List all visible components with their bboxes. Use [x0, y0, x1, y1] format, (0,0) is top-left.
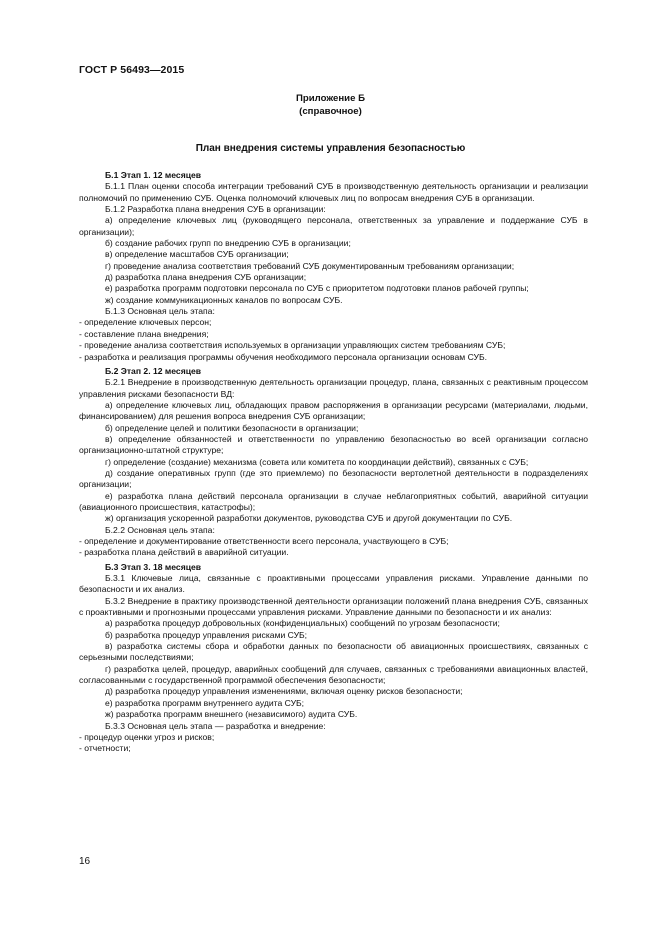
section-heading: Б.3 Этап 3. 18 месяцев [105, 561, 202, 572]
paragraph: Б.1.3 Основная цель этапа: [105, 306, 215, 317]
list-item: - определение ключевых персон; [79, 317, 212, 328]
section-heading: Б.1 Этап 1. 12 месяцев [105, 170, 202, 180]
paragraph: в) разработка системы сбора и обработки данных по безопасности об авиационных происшествиях, связанных с серьезными последствиями; [79, 641, 588, 663]
paragraph: б) определение целей и политики безопасности в организации; [105, 422, 359, 433]
list-item: - разработка и реализация программы обучения необходимого персонала организации основам СУБ. [79, 351, 487, 362]
paragraph: д) разработка плана внедрения СУБ организации; [105, 272, 307, 283]
paragraph: в) определение обязанностей и ответственности по управлению безопасностью во всей организации согласно организационно-штатной структуре; [79, 433, 588, 456]
paragraph: Б.1.2 Разработка плана внедрения СУБ в организации: [105, 204, 326, 215]
standard-number: ГОСТ Р 56493—2015 [79, 64, 185, 76]
paragraph: д) создание оперативных групп (где это приемлемо) по безопасности вертолетной деятельности в подразделениях организации; [79, 467, 588, 490]
paragraph: Б.3.3 Основная цель этапа — разработка и внедрение: [105, 720, 326, 731]
paragraph: а) разработка процедур добровольных (конфиденциальных) сообщений по угрозам безопасности; [105, 618, 500, 629]
paragraph: ж) создание коммуникационных каналов по вопросам СУБ. [105, 294, 343, 305]
paragraph: Б.2.2 Основная цель этапа: [105, 524, 215, 535]
list-item: - проведение анализа соответствия используемых в организации управляющих систем требованиям СУБ; [79, 340, 506, 351]
paragraph: д) разработка процедур управления изменениями, включая оценку рисков безопасности; [105, 686, 463, 697]
list-item: - определение и документирование ответственности всего персонала, участвующего в СУБ; [79, 536, 449, 546]
paragraph: е) разработка плана действий персонала организации в случае неблагоприятных событий, аварийной ситуации (авиационного происшествия, катастрофы); [79, 490, 588, 512]
list-item: - составление плана внедрения; [79, 328, 209, 339]
annex-note: (справочное) [299, 106, 362, 117]
list-item: - процедур оценки угроз и рисков; [79, 731, 215, 742]
paragraph: г) разработка целей, процедур, аварийных сообщений для случаев, связанных с требованиями авиационных властей, согласованными с государственной программой обеспечения безопасности; [79, 663, 588, 686]
paragraph: Б.3.1 Ключевые лица, связанные с проактивными процессами управления рисками. Управление данными по безопасности и их анализ. [79, 573, 588, 595]
annex-title: Приложение Б [296, 93, 365, 104]
paragraph: е) разработка программ подготовки персонала по СУБ с приоритетом подготовки планов рабочей группы; [105, 283, 529, 294]
list-item: - отчетности; [79, 743, 131, 754]
paragraph: в) определение масштабов СУБ организации; [105, 249, 289, 260]
paragraph: е) разработка программ внутреннего аудита СУБ; [105, 697, 305, 708]
paragraph: б) разработка процедур управления рисками СУБ; [105, 629, 308, 640]
paragraph: а) определение ключевых лиц, обладающих правом распоряжения в организации ресурсами (материалами, людьми, финансированием) для решения вопроса внедрения СУБ организации; [79, 399, 588, 422]
paragraph: г) проведение анализа соответствия требований СУБ документированным требованиям организации; [105, 260, 515, 271]
section-heading: Б.2 Этап 2. 12 месяцев [105, 365, 202, 376]
document-body [79, 167, 588, 755]
page-number: 16 [79, 856, 91, 867]
paragraph: ж) разработка программ внешнего (независимого) аудита СУБ. [105, 709, 358, 720]
paragraph: Б.1.1 План оценки способа интеграции требований СУБ в производственную деятельность организации и реализации полномочий по применению СУБ. Оценка полномочий ключевых лиц по вопросам внедрения СУБ в организации. [79, 181, 588, 203]
list-item: - разработка плана действий в аварийной ситуации. [79, 547, 289, 558]
paragraph: ж) организация ускоренной разработки документов, руководства СУБ и другой документации по СУБ. [105, 513, 513, 524]
paragraph: г) определение (создание) механизма (совета или комитета по координации действий), связанных с СУБ; [105, 456, 529, 467]
document-title: План внедрения системы управления безопасностью [195, 143, 466, 154]
paragraph: а) определение ключевых лиц (руководящего персонала, ответственных за управление и поддержание СУБ в организации); [79, 215, 588, 237]
paragraph: Б.3.2 Внедрение в практику производственной деятельности организации положений плана внедрения СУБ, связанных с проактивными и прогнозными процессами управления рисками. Управление данными по безопасности и их анализ: [79, 595, 588, 618]
paragraph: Б.2.1 Внедрение в производственную деятельность организации процедур, плана, связанных с реактивным процессом управления рисками безопасности ВД: [79, 377, 588, 399]
paragraph: б) создание рабочих групп по внедрению СУБ в организации; [105, 238, 351, 249]
